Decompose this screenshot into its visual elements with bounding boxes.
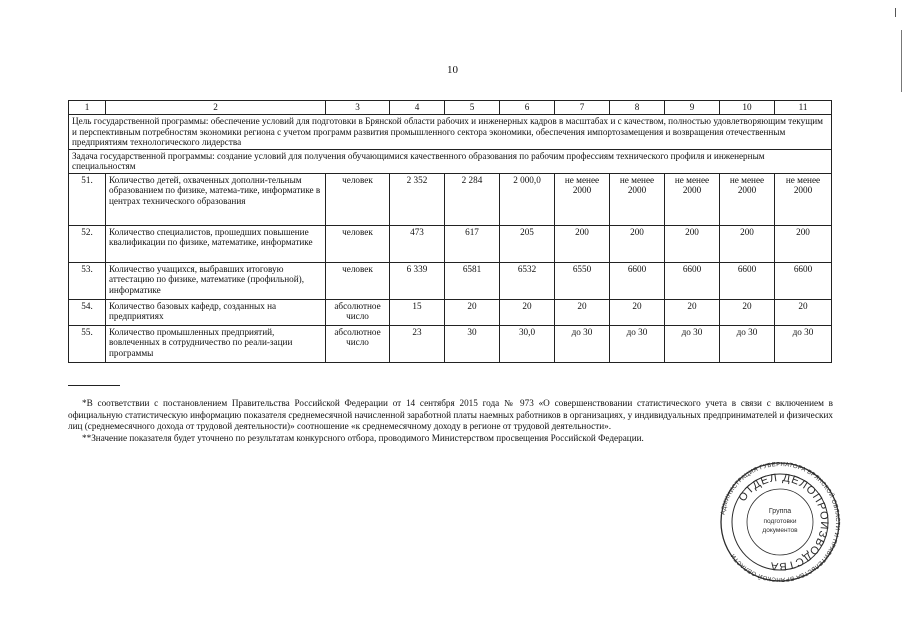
value-cell: 20 — [500, 299, 555, 325]
value-cell: до 30 — [775, 325, 832, 362]
header-cell: 9 — [665, 101, 720, 115]
stamp-center-line3: документов — [762, 527, 798, 534]
value-cell: 20 — [445, 299, 500, 325]
value-cell: 6600 — [665, 262, 720, 299]
row-number: 54. — [69, 299, 106, 325]
header-cell: 3 — [326, 101, 390, 115]
header-cell: 7 — [555, 101, 610, 115]
value-cell: 6600 — [775, 262, 832, 299]
row-number: 53. — [69, 262, 106, 299]
value-cell: 6532 — [500, 262, 555, 299]
footnote-2: **Значение показателя будет уточнено по результатам конкурсного отбора, проводимого Министерством просвещения Российской Федерации. — [82, 432, 644, 443]
header-cell: 10 — [720, 101, 775, 115]
row-number: 51. — [69, 173, 106, 225]
stamp-center-line2: подготовки — [763, 518, 797, 525]
header-cell: 6 — [500, 101, 555, 115]
value-cell: 30,0 — [500, 325, 555, 362]
value-cell: 20 — [720, 299, 775, 325]
value-cell: 2 284 — [445, 173, 500, 225]
value-cell: 6600 — [720, 262, 775, 299]
value-cell: 20 — [775, 299, 832, 325]
header-cell: 2 — [106, 101, 326, 115]
value-cell: 23 — [390, 325, 445, 362]
header-row — [69, 101, 832, 115]
value-cell: 6550 — [555, 262, 610, 299]
row-number: 55. — [69, 325, 106, 362]
unit-cell: человек — [326, 173, 390, 225]
value-cell: 473 — [390, 225, 445, 262]
value-cell: не менее 2000 — [610, 173, 665, 225]
value-cell: 6600 — [610, 262, 665, 299]
value-cell: 2 000,0 — [500, 173, 555, 225]
program-goal: Цель государственной программы: обеспечение условий для подготовки в Брянской области рабочих и инженерных кадров в масштабах и с качеством, полностью удовлетворяющим текущим и перспективным потребностям экономики региона с учетом программ развития промышленного сектора экономики, обеспечения импортозамещения и возвращения отечественным предприятиям технологического лидерства — [69, 115, 832, 150]
footnote-1: *В соответствии с постановлением Правительства Российской Федерации от 14 сентября 2015 года № 973 «О совершенствовании статистического учета в связи с включением в официальную статистическую информацию показателя среднемесячной начисленной заработной платы наемных работников в организациях, у индивидуальных предпринимателей и физических лиц (среднемесячного дохода от трудовой деятельности)» соотношение «к среднемесячному доходу в регионе от трудовой деятельности». — [68, 398, 833, 431]
value-cell: 6 339 — [390, 262, 445, 299]
value-cell: 2 352 — [390, 173, 445, 225]
value-cell: 205 — [500, 225, 555, 262]
value-cell: до 30 — [720, 325, 775, 362]
value-cell: до 30 — [610, 325, 665, 362]
footnote-separator — [68, 385, 120, 386]
value-cell: не менее 2000 — [720, 173, 775, 225]
unit-cell: человек — [326, 262, 390, 299]
task-row — [69, 149, 832, 173]
value-cell: 617 — [445, 225, 500, 262]
table-row — [69, 173, 832, 225]
unit-cell: человек — [326, 225, 390, 262]
footnotes — [68, 398, 833, 444]
unit-cell: абсолютное число — [326, 325, 390, 362]
stamp-inner-text: ОТДЕЛ ДЕЛОПРОИЗВОДСТВА — [736, 471, 831, 573]
indicator-name: Количество учащихся, выбравших итоговую аттестацию по физике, математике (профильной), информатике — [106, 262, 326, 299]
header-cell: 5 — [445, 101, 500, 115]
table-row — [69, 325, 832, 362]
table-row — [69, 299, 832, 325]
header-cell: 1 — [69, 101, 106, 115]
value-cell: 20 — [555, 299, 610, 325]
header-cell: 8 — [610, 101, 665, 115]
indicator-name: Количество специалистов, прошедших повышение квалификации по физике, математике, информатике — [106, 225, 326, 262]
row-number: 52. — [69, 225, 106, 262]
goal-row — [69, 115, 832, 150]
stamp-center-line1: Группа — [768, 508, 792, 515]
scan-edge-mark — [895, 8, 896, 17]
value-cell: 20 — [610, 299, 665, 325]
stamp-outer-text: АДМИНИСТРАЦИЯ ГУБЕРНАТОРА БРЯНСКОЙ ОБЛАСТИ И ПРАВИТЕЛЬСТВА БРЯНСКОЙ ОБЛАСТИ — [720, 462, 841, 582]
value-cell: до 30 — [555, 325, 610, 362]
page-number: 10 — [447, 64, 458, 76]
value-cell: не менее 2000 — [775, 173, 832, 225]
value-cell: 200 — [610, 225, 665, 262]
value-cell: 30 — [445, 325, 500, 362]
header-cell: 4 — [390, 101, 445, 115]
value-cell: до 30 — [665, 325, 720, 362]
value-cell: 20 — [665, 299, 720, 325]
header-cell: 11 — [775, 101, 832, 115]
value-cell: 200 — [775, 225, 832, 262]
unit-cell: абсолютное число — [326, 299, 390, 325]
table-row — [69, 225, 832, 262]
indicators-table — [68, 100, 832, 363]
value-cell: 15 — [390, 299, 445, 325]
program-task: Задача государственной программы: создание условий для получения обучающимися качественного образования по рабочим профессиям технического профиля и инженерным специальностям — [69, 149, 832, 173]
value-cell: 200 — [665, 225, 720, 262]
value-cell: не менее 2000 — [665, 173, 720, 225]
indicator-name: Количество промышленных предприятий, вовлеченных в сотрудничество по реали-зации программы — [106, 325, 326, 362]
indicator-name: Количество базовых кафедр, созданных на предприятиях — [106, 299, 326, 325]
value-cell: не менее 2000 — [555, 173, 610, 225]
table-row — [69, 262, 832, 299]
scan-edge-line — [901, 30, 902, 92]
indicator-name: Количество детей, охваченных дополни-тельным образованием по физике, матема-тике, информатике в центрах технического образования — [106, 173, 326, 225]
value-cell: 200 — [720, 225, 775, 262]
value-cell: 6581 — [445, 262, 500, 299]
value-cell: 200 — [555, 225, 610, 262]
office-stamp — [716, 462, 844, 582]
